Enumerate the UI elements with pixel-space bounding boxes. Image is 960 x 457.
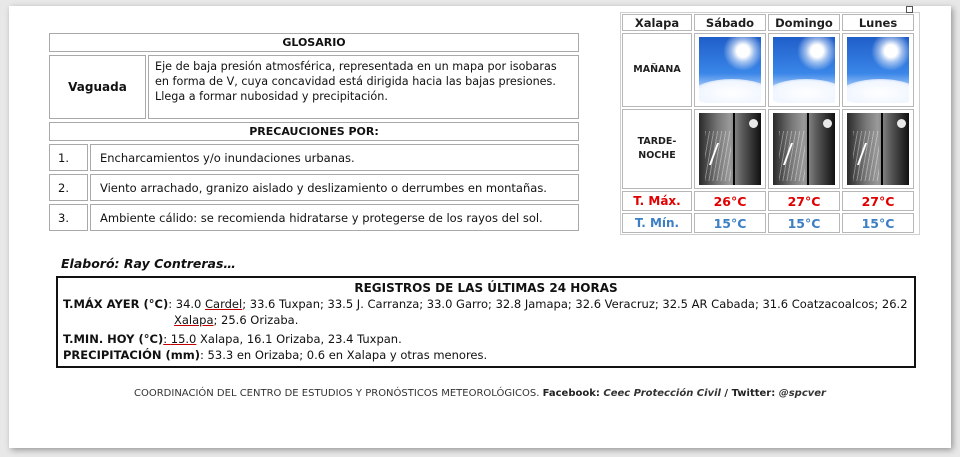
- tmax-value: 26°C: [694, 191, 766, 211]
- forecast-tmin-row: [621, 212, 919, 234]
- tmax-label: T. Máx.: [622, 191, 692, 211]
- records-tmax-cardel: Cardel: [205, 297, 243, 311]
- storm-night-icon: [699, 113, 761, 185]
- footer-twitter-label: / Twitter:: [720, 388, 776, 399]
- morning-cell: [694, 33, 766, 107]
- sunny-clouds-icon: [699, 37, 761, 103]
- records-box: [56, 276, 916, 368]
- records-tmax-text: : 34.0: [168, 297, 206, 311]
- afternoon-label-line: TARDE-: [637, 136, 677, 147]
- author-credit: Elaboró: Ray Contreras…: [61, 256, 236, 271]
- storm-night-icon: [773, 113, 835, 185]
- tmin-label: T. Mín.: [622, 213, 692, 233]
- precaution-text: Encharcamientos y/o inundaciones urbanas.: [90, 144, 579, 171]
- forecast-morning-row: [621, 32, 919, 108]
- corner-handle: [906, 6, 913, 13]
- tmax-value: 27°C: [768, 191, 840, 211]
- glossary-title: GLOSARIO: [49, 33, 579, 52]
- tmin-value: 15°C: [842, 213, 914, 233]
- records-tmax-label: T.MÁX AYER (°C): [63, 297, 169, 311]
- footer: [9, 388, 951, 399]
- bulletin-page: [9, 6, 951, 448]
- precaution-item: [49, 204, 579, 231]
- forecast-header-row: [621, 13, 919, 32]
- afternoon-cell: [842, 109, 914, 189]
- afternoon-label-line: NOCHE: [638, 150, 676, 161]
- sunny-clouds-icon: [847, 37, 909, 103]
- tmin-value: 15°C: [694, 213, 766, 233]
- footer-twitter-value: @spcver: [775, 388, 826, 399]
- precautions-title: PRECAUCIONES POR:: [49, 122, 579, 141]
- forecast-day: Lunes: [842, 14, 914, 31]
- forecast-city: Xalapa: [622, 14, 692, 31]
- records-tmax-text: ; 33.6 Tuxpan; 33.5 J. Carranza; 33.0 Garro; 32.8 Jamapa; 32.6 Veracruz; 32.5 AR Cabada; 31.6 Coatzacoalcos; 26.2: [242, 297, 908, 311]
- forecast-day: Sábado: [694, 14, 766, 31]
- afternoon-label: [622, 109, 692, 189]
- glossary-definition: [148, 55, 579, 119]
- afternoon-cell: [694, 109, 766, 189]
- precaution-text: Viento arrachado, granizo aislado y deslizamiento o derrumbes en montañas.: [90, 174, 579, 201]
- glossary-entry: [49, 55, 579, 119]
- morning-cell: [842, 33, 914, 107]
- records-tmax-line: [63, 296, 909, 312]
- footer-facebook-value: Ceec Protección Civil: [599, 388, 721, 399]
- records-tmin-text: Xalapa, 16.1 Orizaba, 23.4 Tuxpan.: [196, 332, 402, 346]
- precaution-number: 1.: [49, 144, 88, 171]
- precaution-text: Ambiente cálido: se recomienda hidratarse y protegerse de los rayos del sol.: [90, 204, 579, 231]
- records-precip-line: [63, 347, 909, 363]
- precaution-number: 3.: [49, 204, 88, 231]
- tmin-value: 15°C: [768, 213, 840, 233]
- records-tmax-text: ; 25.6 Orizaba.: [213, 313, 299, 327]
- forecast-afternoon-row: [621, 108, 919, 190]
- glossary-section: [49, 33, 579, 234]
- glossary-term: Vaguada: [49, 55, 146, 119]
- definition-line: Eje de baja presión atmosférica, representada en un mapa por isobaras: [155, 60, 557, 73]
- footer-text: COORDINACIÓN DEL CENTRO DE ESTUDIOS Y PRONÓSTICOS METEOROLÓGICOS.: [134, 388, 543, 399]
- forecast-tmax-row: [621, 190, 919, 212]
- tmax-value: 27°C: [842, 191, 914, 211]
- precaution-item: [49, 144, 579, 171]
- records-tmin-label: T.MIN. HOY (°C): [63, 332, 164, 346]
- records-tmax-line-2: [63, 312, 909, 328]
- sunny-clouds-icon: [773, 37, 835, 103]
- records-title: REGISTROS DE LAS ÚLTIMAS 24 HORAS: [354, 281, 618, 295]
- records-tmin-line: [63, 331, 909, 347]
- definition-line: en forma de V, cuya concavidad está dirigida hacia las bajas presiones.: [155, 75, 556, 88]
- precaution-number: 2.: [49, 174, 88, 201]
- forecast-table: [620, 12, 920, 235]
- records-tmax-xalapa: Xalapa: [174, 313, 214, 327]
- footer-facebook-label: Facebook:: [542, 388, 600, 399]
- morning-label: MAÑANA: [622, 33, 692, 107]
- records-precip-label: PRECIPITACIÓN (mm): [63, 348, 201, 362]
- records-precip-text: : 53.3 en Orizaba; 0.6 en Xalapa y otras menores.: [200, 348, 488, 362]
- afternoon-cell: [768, 109, 840, 189]
- records-tmin-colon: :: [163, 332, 171, 346]
- records-tmin-first: 15.0: [170, 332, 197, 346]
- storm-night-icon: [847, 113, 909, 185]
- morning-cell: [768, 33, 840, 107]
- forecast-day: Domingo: [768, 14, 840, 31]
- definition-line: Llega a formar nubosidad y precipitación.: [155, 90, 388, 103]
- precaution-item: [49, 174, 579, 201]
